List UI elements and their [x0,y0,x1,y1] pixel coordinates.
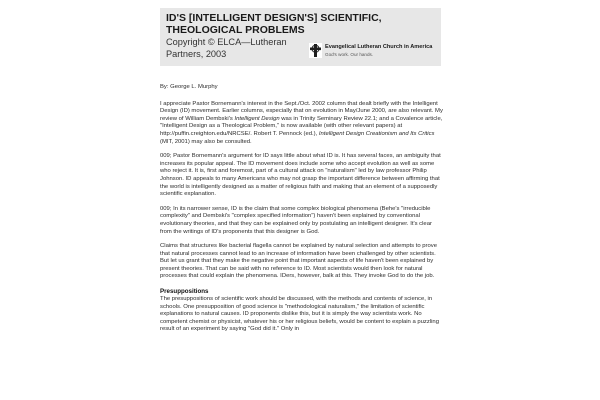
article-body [160,84,444,341]
org-tagline: God's work. Our hands. [325,52,374,57]
copyright-notice: Copyright © ELCA—Lutheran Partners, 2003 [166,37,287,59]
elca-cross-logo-icon [309,43,322,58]
paragraph-1-part-c: was in Trinity Seminary Review 22.1; and a Covalence article, "Intelligent Design as a Theological Problem," is now available (with other relevant papers) at http://puffin.creighton.edu/NRCSE/. Robert T. Pennock (ed.), [160,115,443,137]
book-title-intelligent-design: Intelligent Design [234,115,280,122]
elca-logo[interactable] [309,42,441,62]
org-name: Evangelical Lutheran Church in America [325,44,433,50]
paragraph-1-part-a: I appreciate Pastor Bornemann's interest in the Sept./Oct. 2002 column that dealt briefly with the Intelligent Design (ID) movement. Earlier columns, especially that on evolution in May/June 2000, are also relevant. My review of William Dembski's [160,100,443,122]
article-header [160,8,441,66]
paragraph-5: The presuppositions of scientific work should be discussed, with the methods and contents of science, in schools. One presupposition of good science is "methodological naturalism," the limitation of scientific explanations to natural causes. ID proponents dislike this, but it is simply the way scientists work. No competent chemist or physicist, whatever his or her religious beliefs, would be content to explain a puzzling result of an experiment by saying "God did it." Only in [160,296,439,333]
paragraph-4: Claims that structures like bacterial flagella cannot be explained by natural selection and attempts to prove that natural processes cannot lead to an increase of information have been challenged by other scientists. But let us grant that they make the negative point that important aspects of life haven't been explained by present theories. That can be said with no reference to ID. Most scientists would then look for natural processes that could explain the phenomena. IDers, however, balk at this. They invoke God to do the job. [160,243,438,280]
paragraph-1-part-e: (MIT, 2001) may also be consulted. [160,138,252,145]
article-title: ID'S [INTELLIGENT DESIGN'S] SCIENTIFIC, THEOLOGICAL PROBLEMS [166,12,382,36]
book-title-id-creationism: Intelligent Design Creationism and Its Critics [318,130,435,137]
paragraph-2: 009; Pastor Bornemann's argument for ID says little about what ID is. It has several faces, an ambiguity that increases its popular appeal. The ID movement does include some who accept evolution as well as some who reject it. It is, first and foremost, part of a cultural attack on "naturalism" led by law professor Philip Johnson. ID appeals to many Americans who may not grasp the important difference between affirming that the world is intelligently designed as a matter of religious faith and making that an element of a supposedly scientific explanation. [160,153,441,198]
byline: By: George L. Murphy [160,84,218,90]
section-heading-presuppositions: Presuppositions [160,288,209,296]
paragraph-3: 009; In its narrower sense, ID is the claim that some complex biological phenomena (Behe's "irreducible complexity" and Dembski's "complex specified information") haven't been explained by conventional evolutionary theories, and that they can be explained only by postulating an intelligent designer. It's clear from the writings of ID's proponents that this designer is God. [160,205,432,235]
paragraph-1 [160,101,444,147]
